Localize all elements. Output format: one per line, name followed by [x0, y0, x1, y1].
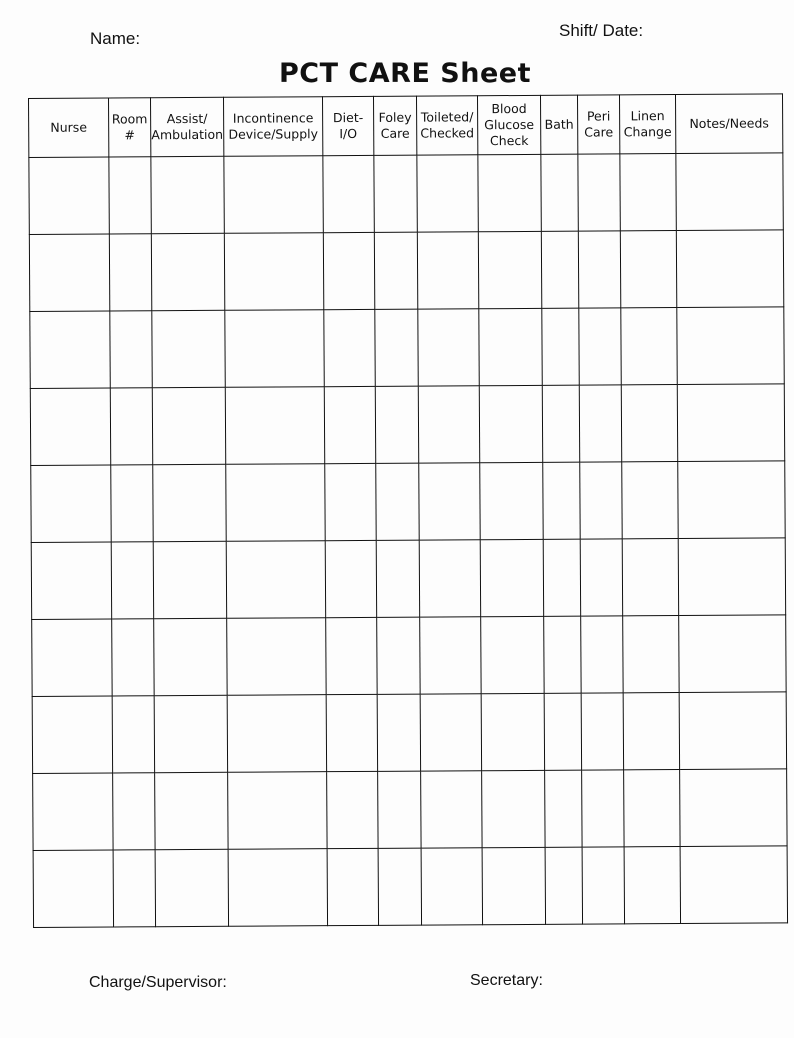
- table-cell[interactable]: [224, 233, 323, 311]
- table-cell[interactable]: [418, 386, 479, 463]
- table-cell[interactable]: [152, 310, 225, 387]
- table-cell[interactable]: [624, 770, 680, 847]
- table-cell[interactable]: [622, 462, 678, 539]
- secretary-label: Secretary:: [470, 972, 543, 989]
- table-cell[interactable]: [621, 385, 677, 462]
- page-title: PCT CARE Sheet: [279, 58, 531, 89]
- table-cell[interactable]: [579, 308, 621, 385]
- table-cell[interactable]: [225, 387, 324, 465]
- table-cell[interactable]: [112, 696, 154, 773]
- table-cell[interactable]: [620, 154, 676, 231]
- shift-date-label: Shift/ Date:: [559, 21, 644, 40]
- care-table-wrapper: [28, 93, 787, 922]
- table-cell[interactable]: [482, 770, 545, 847]
- table-cell[interactable]: [227, 695, 326, 773]
- table-cell[interactable]: [581, 616, 623, 693]
- table-row: [33, 846, 787, 928]
- column-header: Peri Care: [577, 95, 619, 154]
- table-cell[interactable]: [111, 542, 153, 619]
- table-cell[interactable]: [153, 541, 226, 618]
- name-label: Name:: [90, 29, 141, 48]
- column-header: Toileted/ Checked: [416, 96, 477, 155]
- table-cell[interactable]: [543, 539, 580, 616]
- table-cell[interactable]: [326, 694, 377, 771]
- column-header: Linen Change: [619, 95, 675, 154]
- table-cell[interactable]: [325, 540, 376, 617]
- table-cell[interactable]: [482, 847, 545, 924]
- table-cell[interactable]: [151, 233, 224, 310]
- table-cell[interactable]: [224, 156, 323, 234]
- table-cell[interactable]: [323, 155, 374, 232]
- table-cell[interactable]: [29, 157, 109, 234]
- table-cell[interactable]: [377, 617, 420, 694]
- table-cell[interactable]: [111, 465, 153, 542]
- table-cell[interactable]: [110, 388, 152, 465]
- table-cell[interactable]: [420, 694, 481, 771]
- table-cell[interactable]: [421, 771, 482, 848]
- table-cell[interactable]: [225, 310, 324, 388]
- table-cell[interactable]: [541, 154, 578, 231]
- table-cell[interactable]: [31, 542, 111, 619]
- table-cell[interactable]: [579, 385, 621, 462]
- table-cell[interactable]: [621, 308, 677, 385]
- table-cell[interactable]: [580, 462, 622, 539]
- table-cell[interactable]: [33, 773, 113, 850]
- table-cell[interactable]: [545, 847, 582, 924]
- table-row: [30, 384, 784, 466]
- table-cell[interactable]: [227, 618, 326, 696]
- table-cell[interactable]: [581, 693, 623, 770]
- table-cell[interactable]: [479, 308, 542, 385]
- column-header: Diet- I/O: [322, 96, 373, 155]
- charge-supervisor-label: Charge/Supervisor:: [89, 974, 227, 991]
- table-cell[interactable]: [375, 309, 418, 386]
- table-cell[interactable]: [154, 618, 227, 695]
- table-cell[interactable]: [155, 772, 228, 849]
- table-cell[interactable]: [541, 231, 578, 308]
- table-cell[interactable]: [678, 538, 785, 616]
- table-cell[interactable]: [376, 463, 419, 540]
- table-cell[interactable]: [376, 540, 419, 617]
- table-cell[interactable]: [32, 619, 112, 696]
- table-cell[interactable]: [679, 692, 786, 770]
- table-cell[interactable]: [31, 465, 111, 542]
- table-cell[interactable]: [374, 155, 417, 232]
- table-cell[interactable]: [228, 849, 327, 927]
- table-cell[interactable]: [542, 385, 579, 462]
- table-cell[interactable]: [226, 541, 325, 619]
- column-header: Incontinence Device/Supply: [223, 97, 322, 157]
- table-cell[interactable]: [480, 462, 543, 539]
- table-cell[interactable]: [677, 384, 784, 462]
- column-header: Room #: [109, 98, 151, 157]
- table-header-row: [29, 94, 783, 158]
- table-cell[interactable]: [419, 463, 480, 540]
- column-header: Foley Care: [373, 96, 416, 155]
- table-cell[interactable]: [377, 694, 420, 771]
- table-cell[interactable]: [109, 234, 151, 311]
- table-cell[interactable]: [620, 231, 676, 308]
- table-cell[interactable]: [544, 616, 581, 693]
- table-cell[interactable]: [151, 156, 224, 233]
- table-cell[interactable]: [623, 616, 679, 693]
- table-cell[interactable]: [154, 695, 227, 772]
- table-cell[interactable]: [324, 309, 375, 386]
- table-row: [29, 153, 783, 235]
- table-row: [29, 230, 783, 312]
- column-header: Notes/Needs: [675, 94, 782, 154]
- table-cell[interactable]: [481, 616, 544, 693]
- table-cell[interactable]: [578, 154, 620, 231]
- table-cell[interactable]: [478, 154, 541, 231]
- table-cell[interactable]: [32, 696, 112, 773]
- column-header: Blood Glucose Check: [477, 95, 540, 154]
- table-cell[interactable]: [580, 539, 622, 616]
- table-cell[interactable]: [624, 847, 680, 924]
- table-cell[interactable]: [582, 847, 624, 924]
- table-cell[interactable]: [420, 617, 481, 694]
- table-row: [31, 461, 785, 543]
- table-row: [32, 692, 786, 774]
- table-row: [32, 615, 786, 697]
- table-row: [30, 307, 784, 389]
- table-cell[interactable]: [113, 850, 155, 927]
- table-body: [29, 153, 788, 928]
- table-cell[interactable]: [543, 462, 580, 539]
- table-cell[interactable]: [113, 773, 155, 850]
- column-header: Bath: [540, 95, 577, 154]
- table-cell[interactable]: [680, 769, 787, 847]
- table-cell[interactable]: [623, 693, 679, 770]
- table-cell[interactable]: [478, 231, 541, 308]
- table-cell[interactable]: [481, 693, 544, 770]
- table-cell[interactable]: [155, 849, 228, 926]
- table-cell[interactable]: [152, 387, 225, 464]
- table-cell[interactable]: [417, 232, 478, 309]
- table-cell[interactable]: [112, 619, 154, 696]
- table-cell[interactable]: [419, 540, 480, 617]
- table-cell[interactable]: [479, 385, 542, 462]
- table-row: [31, 538, 785, 620]
- table-cell[interactable]: [30, 311, 110, 388]
- table-cell[interactable]: [676, 153, 783, 231]
- table-cell[interactable]: [228, 772, 327, 850]
- table-cell[interactable]: [418, 309, 479, 386]
- table-cell[interactable]: [29, 234, 109, 311]
- table-cell[interactable]: [153, 464, 226, 541]
- table-cell[interactable]: [110, 311, 152, 388]
- table-cell[interactable]: [325, 463, 376, 540]
- table-cell[interactable]: [677, 307, 784, 385]
- table-cell[interactable]: [678, 461, 785, 539]
- table-row: [33, 769, 787, 851]
- table-cell[interactable]: [544, 693, 581, 770]
- table-cell[interactable]: [323, 232, 374, 309]
- table-cell[interactable]: [378, 848, 421, 925]
- table-cell[interactable]: [378, 771, 421, 848]
- table-cell[interactable]: [30, 388, 110, 465]
- table-cell[interactable]: [480, 539, 543, 616]
- table-cell[interactable]: [622, 539, 678, 616]
- table-cell[interactable]: [226, 464, 325, 542]
- table-cell[interactable]: [679, 615, 786, 693]
- table-cell[interactable]: [545, 770, 582, 847]
- column-header: Assist/ Ambulation: [151, 97, 224, 156]
- table-cell[interactable]: [417, 155, 478, 232]
- table-cell[interactable]: [676, 230, 783, 308]
- care-table: [28, 93, 788, 928]
- table-cell[interactable]: [326, 617, 377, 694]
- table-cell[interactable]: [109, 157, 151, 234]
- table-cell[interactable]: [582, 770, 624, 847]
- table-cell[interactable]: [421, 848, 482, 925]
- table-cell[interactable]: [680, 846, 787, 924]
- table-cell[interactable]: [33, 850, 113, 927]
- table-cell[interactable]: [375, 386, 418, 463]
- table-cell[interactable]: [327, 771, 378, 848]
- table-cell[interactable]: [327, 848, 378, 925]
- table-cell[interactable]: [578, 231, 620, 308]
- table-cell[interactable]: [542, 308, 579, 385]
- table-cell[interactable]: [324, 386, 375, 463]
- table-cell[interactable]: [374, 232, 417, 309]
- column-header: Nurse: [29, 98, 109, 157]
